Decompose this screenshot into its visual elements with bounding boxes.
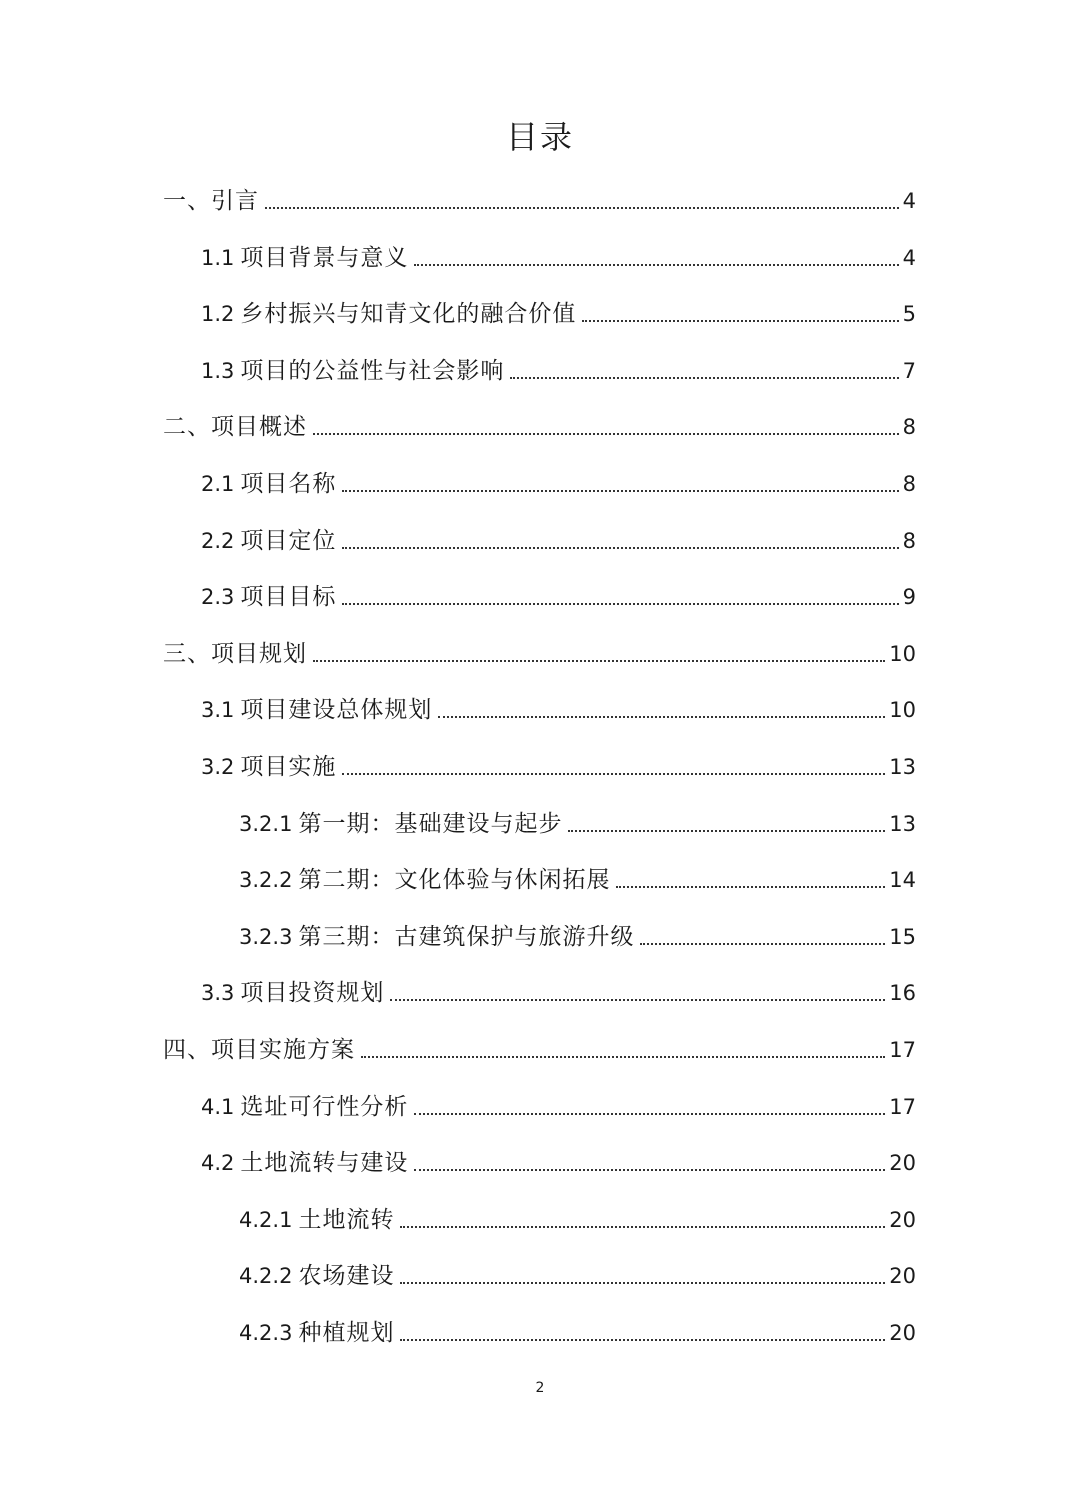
toc-entry[interactable] [201,516,916,556]
toc-entry-number: 4.1 [201,1094,235,1119]
toc-entry-title: 项目实施 [240,754,337,780]
toc-entry[interactable] [201,233,916,273]
toc-entry-title: 四、项目实施方案 [163,1037,355,1063]
toc-leader-dots [361,1056,885,1058]
toc-entry[interactable] [239,1195,916,1235]
toc-entry-page: 20 [889,1264,916,1289]
toc-entry[interactable] [239,799,916,839]
toc-entry-number: 3.1 [201,698,235,723]
toc-entry-number: 4.2.1 [239,1207,293,1232]
toc-entry-title: 种植规划 [298,1320,395,1346]
toc-entry[interactable] [163,629,916,669]
toc-entry-number: 4.2.3 [239,1321,293,1345]
toc-entry-page: 13 [889,811,916,836]
toc-entry-number: 1.3 [201,358,235,383]
toc-leader-dots [414,1169,885,1171]
toc-leader-dots [400,1226,885,1228]
toc-leader-dots [640,943,885,945]
toc-entry-title: 选址可行性分析 [240,1093,409,1120]
toc-entry-number: 2.1 [201,472,235,496]
page-number: 2 [535,1380,545,1396]
toc-entry[interactable] [239,912,916,952]
toc-entry-page: 10 [889,698,916,723]
toc-entry-page: 8 [902,528,916,553]
toc-leader-dots [342,490,898,492]
toc-entry[interactable] [201,1138,916,1178]
toc-entry-page: 20 [889,1151,916,1176]
toc-entry-page: 10 [889,641,916,666]
toc-entry-page: 4 [902,189,916,213]
toc-entry-title: 项目的公益性与社会影响 [240,357,505,384]
toc-entry[interactable] [163,176,916,216]
toc-entry-page: 14 [889,868,916,893]
toc-entry-title: 项目名称 [240,471,337,497]
toc-entry-page: 4 [902,245,916,270]
toc-entry[interactable] [201,289,916,329]
toc-leader-dots [400,1339,885,1341]
toc-leader-dots [342,547,898,549]
page-title: 目录 [505,118,574,156]
toc-entry-page: 20 [889,1207,916,1232]
toc-leader-dots [400,1282,885,1284]
toc-entry-title: 项目背景与意义 [240,244,409,271]
toc-entry-title: 第一期：基础建设与起步 [298,810,563,837]
toc-entry-page: 8 [902,415,916,440]
toc-entry[interactable] [163,402,916,442]
toc-entry[interactable] [201,459,916,499]
toc-entry-number: 3.2.1 [239,811,293,836]
toc-entry-page: 8 [902,472,916,496]
toc-entry-title: 第二期：文化体验与休闲拓展 [298,867,611,894]
toc-entry-page: 17 [889,1094,916,1119]
toc-leader-dots [616,886,885,888]
toc-leader-dots [265,207,899,209]
toc-leader-dots [342,773,885,775]
toc-entry-number: 3.2.2 [239,868,293,893]
toc-entry-title: 土地流转与建设 [240,1150,409,1177]
toc-entry[interactable] [239,855,916,895]
toc-entry-number: 4.2 [201,1151,235,1176]
toc-entry-page: 7 [902,358,916,383]
toc-entry-page: 17 [889,1038,916,1062]
toc-entry-page: 9 [902,585,916,610]
toc-entry-number: 3.2 [201,755,235,779]
toc-entry-title: 项目目标 [240,584,337,611]
toc-entry-title: 项目投资规划 [240,980,385,1007]
toc-leader-dots [414,1113,885,1115]
toc-entry-title: 乡村振兴与知青文化的融合价值 [240,301,577,328]
toc-entry-number: 1.1 [201,245,235,270]
toc-entry[interactable] [239,1251,916,1291]
toc-entry[interactable] [163,1025,916,1065]
toc-entry-title: 土地流转 [298,1206,395,1233]
toc-entry-number: 3.2.3 [239,924,293,949]
toc-entry-title: 一、引言 [163,188,259,214]
toc-entry-page: 5 [902,302,916,327]
toc-entry-page: 13 [889,755,916,779]
toc-leader-dots [568,830,885,832]
toc-entry[interactable] [239,1308,916,1348]
toc-entry[interactable] [201,346,916,386]
toc-entry-page: 15 [889,924,916,949]
toc-entry-number: 3.3 [201,981,235,1006]
toc-leader-dots [414,264,898,266]
toc-entry[interactable] [201,685,916,725]
toc-leader-dots [313,433,899,435]
toc-entry[interactable] [201,1082,916,1122]
toc-entry-page: 20 [889,1321,916,1345]
toc-entry[interactable] [201,968,916,1008]
toc-entry-number: 2.3 [201,585,235,610]
toc-entry-title: 项目定位 [240,527,337,554]
toc-entry-title: 第三期：古建筑保护与旅游升级 [298,923,635,950]
toc-leader-dots [438,716,885,718]
toc-entry[interactable] [201,572,916,612]
toc-entry[interactable] [201,742,916,782]
toc-leader-dots [313,660,885,662]
toc-entry-title: 农场建设 [298,1263,395,1290]
toc-leader-dots [582,320,898,322]
toc-entry-title: 二、项目概述 [163,414,307,441]
toc-leader-dots [510,377,898,379]
toc-entry-title: 项目建设总体规划 [240,697,433,724]
toc-entry-number: 2.2 [201,528,235,553]
toc-leader-dots [342,603,898,605]
toc-entry-number: 4.2.2 [239,1264,293,1289]
toc-entry-title: 三、项目规划 [163,640,307,667]
toc-entry-number: 1.2 [201,302,235,327]
toc-leader-dots [390,999,885,1001]
toc-entry-page: 16 [889,981,916,1006]
